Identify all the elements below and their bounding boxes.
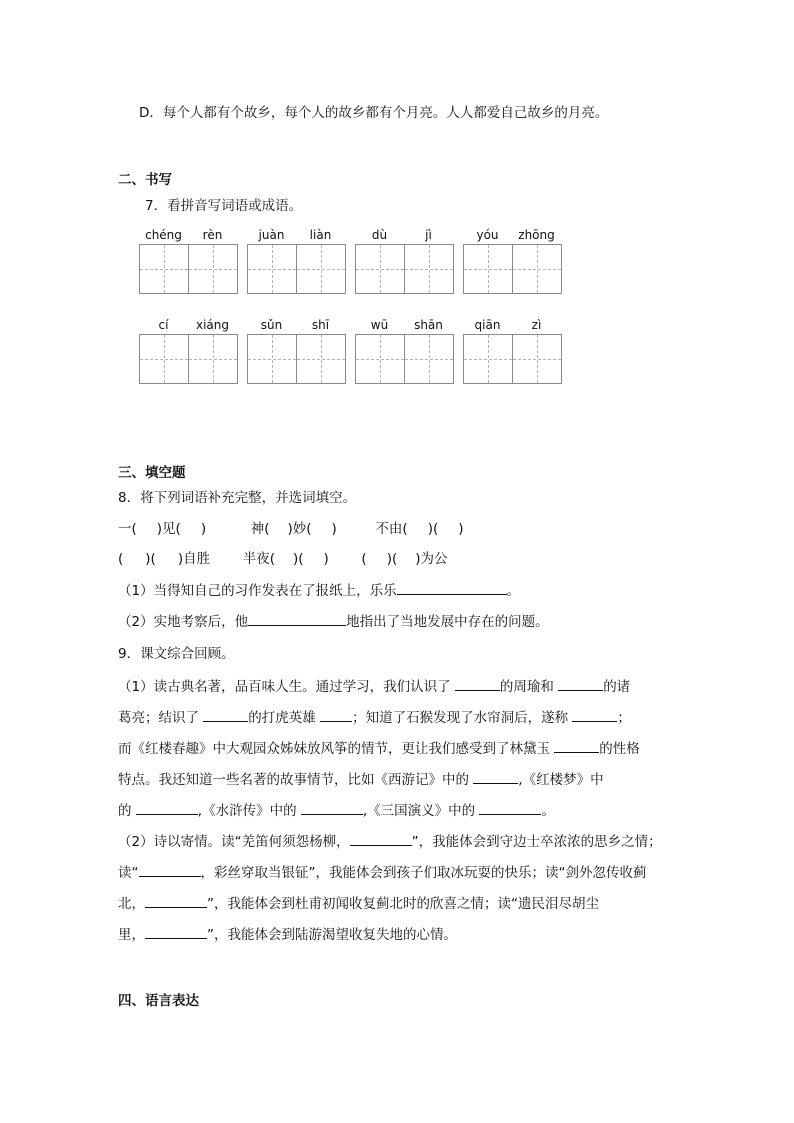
idiom-6-part: (: [361, 551, 367, 567]
tianzige-box[interactable]: [140, 245, 188, 293]
idiom-4-part: (: [118, 551, 124, 567]
answer-blank[interactable]: [479, 800, 541, 815]
q9-p1-line-2: [118, 707, 631, 728]
tianzige-box[interactable]: [464, 245, 512, 293]
tianzige-box[interactable]: [248, 245, 296, 293]
writing-box-pair: [247, 334, 346, 384]
pinyin-group: [355, 318, 453, 332]
pinyin-syllable: zì: [531, 318, 542, 332]
answer-blank[interactable]: [473, 769, 518, 784]
pinyin-group: [139, 228, 237, 242]
idiom-2-part: 神(: [250, 521, 270, 537]
tianzige-box[interactable]: [188, 335, 237, 383]
idiom-2-part: ): [331, 521, 337, 537]
sentence-text: 。: [506, 583, 521, 599]
pinyin-syllable: cí: [158, 318, 169, 332]
pinyin-syllable: dù: [371, 228, 388, 242]
text: （1）读古典名著，品百味人生。通过学习，我们认识了: [118, 679, 451, 695]
pinyin-syllable: sǔn: [260, 318, 283, 332]
text: 。: [541, 803, 555, 819]
writing-box-pair: [139, 244, 238, 294]
tianzige-box[interactable]: [464, 335, 512, 383]
idiom-6-part: )(: [386, 551, 398, 567]
q9-p1-line-4: [118, 769, 604, 790]
q9-p1-line-1: [118, 676, 630, 697]
answer-blank[interactable]: [397, 580, 507, 595]
answer-blank[interactable]: [455, 676, 500, 691]
pinyin-syllable: liàn: [309, 228, 332, 242]
sentence-text: （1）当得知自己的习作发表在了报纸上，乐乐: [118, 583, 397, 599]
tianzige-box[interactable]: [512, 245, 561, 293]
writing-box-pair: [247, 244, 346, 294]
pinyin-group: [247, 228, 345, 242]
answer-blank[interactable]: [145, 893, 207, 908]
tianzige-box[interactable]: [296, 245, 345, 293]
pinyin-group: [355, 228, 453, 242]
q6-option-d: D．每个人都有个故乡，每个人的故乡都有个月亮。人人都爱自己故乡的月亮。: [139, 105, 609, 121]
writing-box-pair: [463, 334, 562, 384]
q8-sentence-1: [118, 580, 520, 601]
writing-box-pair: [463, 244, 562, 294]
q8-prompt: 8．将下列词语补充完整，并选词填空。: [118, 490, 357, 506]
answer-blank[interactable]: [320, 707, 352, 722]
idiom-1-part: )见(: [156, 521, 181, 537]
answer-blank[interactable]: [572, 707, 617, 722]
section3-title: 三、填空题: [118, 465, 186, 481]
text: 的: [118, 803, 132, 819]
text: ,《水浒传》中的: [197, 803, 297, 819]
pinyin-syllable: zhōng: [518, 228, 555, 242]
idiom-5-part: )(: [292, 551, 304, 567]
q7-prompt: 7．看拼音写词语或成语。: [145, 198, 303, 214]
answer-blank[interactable]: [203, 707, 248, 722]
text: 特点。我还知道一些名著的故事情节，比如《西游记》中的: [118, 772, 469, 788]
answer-blank[interactable]: [145, 924, 207, 939]
q9-prompt: 9．课文综合回顾。: [118, 646, 235, 662]
text: 读“: [118, 865, 139, 881]
tianzige-box[interactable]: [404, 335, 453, 383]
text: 的周瑜和: [499, 679, 554, 695]
q9-p2-line-4: [118, 924, 457, 945]
tianzige-box[interactable]: [188, 245, 237, 293]
idiom-4-part: )(: [145, 551, 156, 567]
text: 里，: [118, 927, 145, 943]
pinyin-syllable: juàn: [258, 228, 285, 242]
idiom-1-part: ): [200, 521, 207, 537]
answer-blank[interactable]: [554, 738, 599, 753]
section2-title: 二、书写: [118, 172, 172, 188]
text: ,《三国演义》中的: [362, 803, 476, 819]
q8-idiom-row-2: [118, 549, 448, 569]
text: ”，我能体会到陆游渴望收复失地的心情。: [207, 927, 457, 943]
idiom-3-part: 不由(: [375, 521, 408, 537]
q9-p2-line-1: [118, 831, 662, 852]
pinyin-syllable: shān: [414, 318, 443, 332]
answer-blank[interactable]: [136, 800, 198, 815]
q9-p2-line-2: [118, 862, 647, 883]
q8-idiom-row-1: [118, 519, 464, 539]
tianzige-box[interactable]: [404, 245, 453, 293]
text: ”，我能体会到杜甫初闻收复蓟北时的欣喜之情；读“遗民泪尽胡尘: [207, 896, 599, 912]
idiom-1-part: 一(: [118, 521, 137, 537]
text: 葛亮；结识了: [118, 710, 199, 726]
writing-box-pair: [355, 334, 454, 384]
answer-blank[interactable]: [350, 831, 412, 846]
tianzige-box[interactable]: [140, 335, 188, 383]
pinyin-syllable: xiáng: [195, 318, 229, 332]
pinyin-syllable: qiān: [474, 318, 501, 332]
text: 的性格: [599, 741, 640, 757]
idiom-3-part: )(: [427, 521, 439, 537]
text: 北，: [118, 896, 145, 912]
tianzige-box[interactable]: [512, 335, 561, 383]
idiom-6-part: )为公: [415, 551, 448, 567]
pinyin-syllable: wū: [370, 318, 389, 332]
q9-p1-line-3: [118, 738, 640, 759]
sentence-text: （2）实地考察后，他: [118, 614, 249, 630]
text: （2）诗以寄情。读“羌笛何须怨杨柳，: [118, 834, 350, 850]
writing-box-pair: [355, 244, 454, 294]
text: ；知道了石猴发现了水帘洞后，遂称: [352, 710, 569, 726]
idiom-5-part: ): [323, 551, 329, 567]
pinyin-syllable: jì: [425, 228, 432, 242]
sentence-text: 地指出了当地发展中存在的问题。: [346, 614, 549, 630]
q9-p2-line-3: [118, 893, 599, 914]
pinyin-syllable: shī: [311, 318, 330, 332]
text: ”，我能体会到守边士卒浓浓的思乡之情；: [411, 834, 662, 850]
answer-blank[interactable]: [301, 800, 363, 815]
text: 的诸: [603, 679, 631, 695]
pinyin-group: [463, 318, 561, 332]
pinyin-group: [139, 318, 237, 332]
text: ,《红楼梦》中: [518, 772, 604, 788]
tianzige-box[interactable]: [356, 335, 404, 383]
pinyin-group: [463, 228, 561, 242]
idiom-3-part: ): [458, 521, 464, 537]
pinyin-syllable: rèn: [202, 228, 223, 242]
text: 而《红楼春趣》中大观园众姊妹放风筝的情节，更让我们感受到了林黛玉: [118, 741, 550, 757]
pinyin-syllable: chéng: [145, 228, 182, 242]
pinyin-syllable: yóu: [476, 228, 499, 242]
section4-title: 四、语言表达: [118, 993, 199, 1009]
tianzige-box[interactable]: [296, 335, 345, 383]
answer-blank[interactable]: [558, 676, 603, 691]
answer-blank[interactable]: [139, 862, 201, 877]
q9-p1-line-5: [118, 800, 555, 821]
idiom-5-part: 半夜(: [242, 551, 275, 567]
text: ；: [617, 710, 631, 726]
idiom-4-part: )自胜: [177, 551, 211, 567]
text: 的打虎英雄: [248, 710, 316, 726]
tianzige-box[interactable]: [356, 245, 404, 293]
tianzige-box[interactable]: [248, 335, 296, 383]
text: ，彩丝穿取当银钲”，我能体会到孩子们取冰玩耍的快乐；读“剑外忽传收蓟: [200, 865, 647, 881]
answer-blank[interactable]: [248, 611, 346, 626]
q8-sentence-2: [118, 611, 549, 632]
pinyin-group: [247, 318, 345, 332]
writing-box-pair: [139, 334, 238, 384]
idiom-2-part: )妙(: [287, 521, 312, 537]
